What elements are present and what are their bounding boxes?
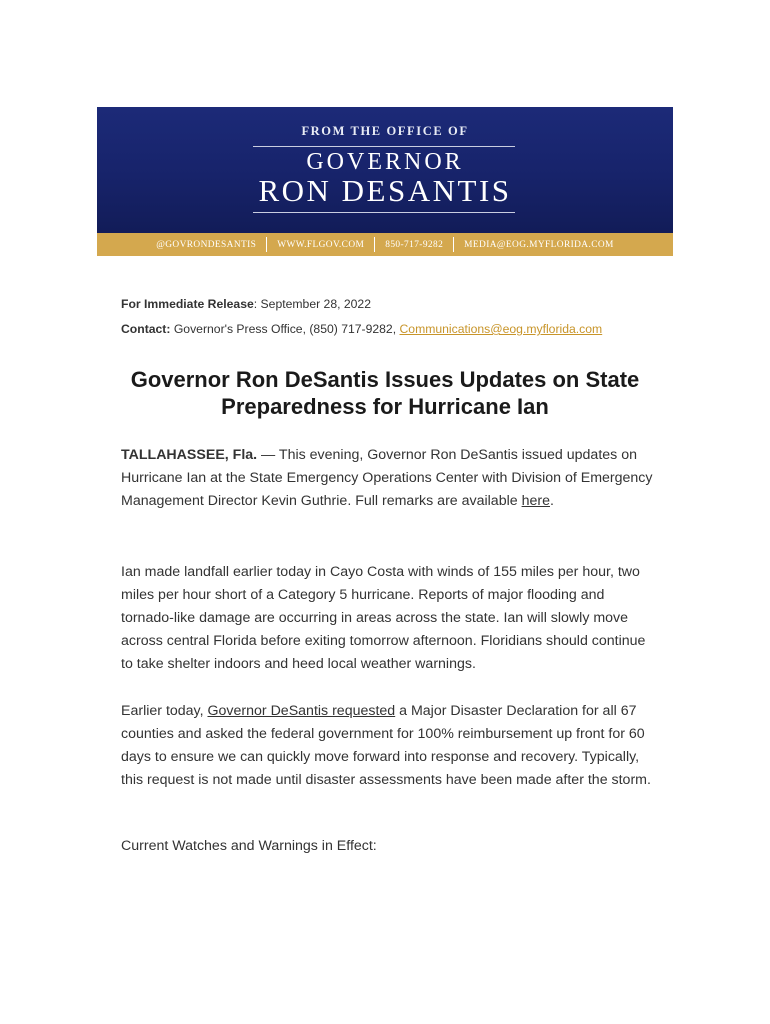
banner-separator xyxy=(266,237,267,252)
release-label: For Immediate Release xyxy=(121,297,254,311)
banner-separator xyxy=(374,237,375,252)
governor-office-banner xyxy=(97,107,673,256)
paragraph-dateline xyxy=(121,444,661,513)
paragraph-text: — This evening, Governor Ron DeSantis issued updates on Hurricane Ian at the State Emergency Operations Center with Division of Emergency Management Director Kevin Guthrie. Full remarks are available xyxy=(121,447,653,509)
release-date: : September 28, 2022 xyxy=(253,297,371,311)
dateline: TALLAHASSEE, Fla. xyxy=(121,447,258,463)
contact-text: Governor's Press Office, (850) 717-9282, xyxy=(170,322,400,336)
contact-email-link[interactable]: Communications@eog.myflorida.com xyxy=(399,322,603,336)
banner-governor-name: RON DESANTIS xyxy=(258,173,512,208)
banner-website: WWW.FLGOV.COM xyxy=(277,239,365,250)
banner-twitter-handle: @GOVRONDESANTIS xyxy=(156,239,257,250)
paragraph-text: a Major Disaster Declaration for all 67 counties and asked the federal government for 100% reimbursement up front for 60 days to ensure we can quickly move forward into response and recovery. Typically, this request is not made until disaster assessments have been made after the storm. xyxy=(121,703,651,788)
governor-requested-link[interactable]: Governor DeSantis requested xyxy=(207,703,396,719)
paragraph-end: . xyxy=(549,493,554,509)
banner-divider-top xyxy=(253,146,515,147)
banner-governor-title: GOVERNOR xyxy=(306,149,464,175)
paragraph-landfall: Ian made landfall earlier today in Cayo Costa with winds of 155 miles per hour, two miles per hour short of a Category 5 hurricane. Reports of major flooding and tornado-like damage are occurring in areas across the state. Ian will slowly move across central Florida before exiting tomorrow afternoon. Floridians should continue to take shelter indoors and heed local weather warnings. xyxy=(121,564,646,672)
contact-line xyxy=(121,322,602,336)
remarks-here-link[interactable]: here xyxy=(521,493,550,509)
watches-warnings-heading: Current Watches and Warnings in Effect: xyxy=(121,838,377,854)
release-date-line xyxy=(121,297,371,311)
banner-header xyxy=(97,107,673,233)
banner-from-office: FROM THE OFFICE OF xyxy=(301,124,469,138)
banner-email: MEDIA@EOG.MYFLORIDA.COM xyxy=(464,239,614,250)
press-release-headline: Governor Ron DeSantis Issues Updates on State Preparedness for Hurricane Ian xyxy=(130,367,640,419)
paragraph-disaster-declaration xyxy=(121,700,661,792)
banner-divider-bottom xyxy=(253,212,515,213)
banner-contact-strip xyxy=(97,233,673,256)
paragraph-start: Earlier today, xyxy=(121,703,208,719)
banner-separator xyxy=(453,237,454,252)
contact-label: Contact: xyxy=(121,322,171,336)
banner-phone: 850-717-9282 xyxy=(385,239,444,250)
